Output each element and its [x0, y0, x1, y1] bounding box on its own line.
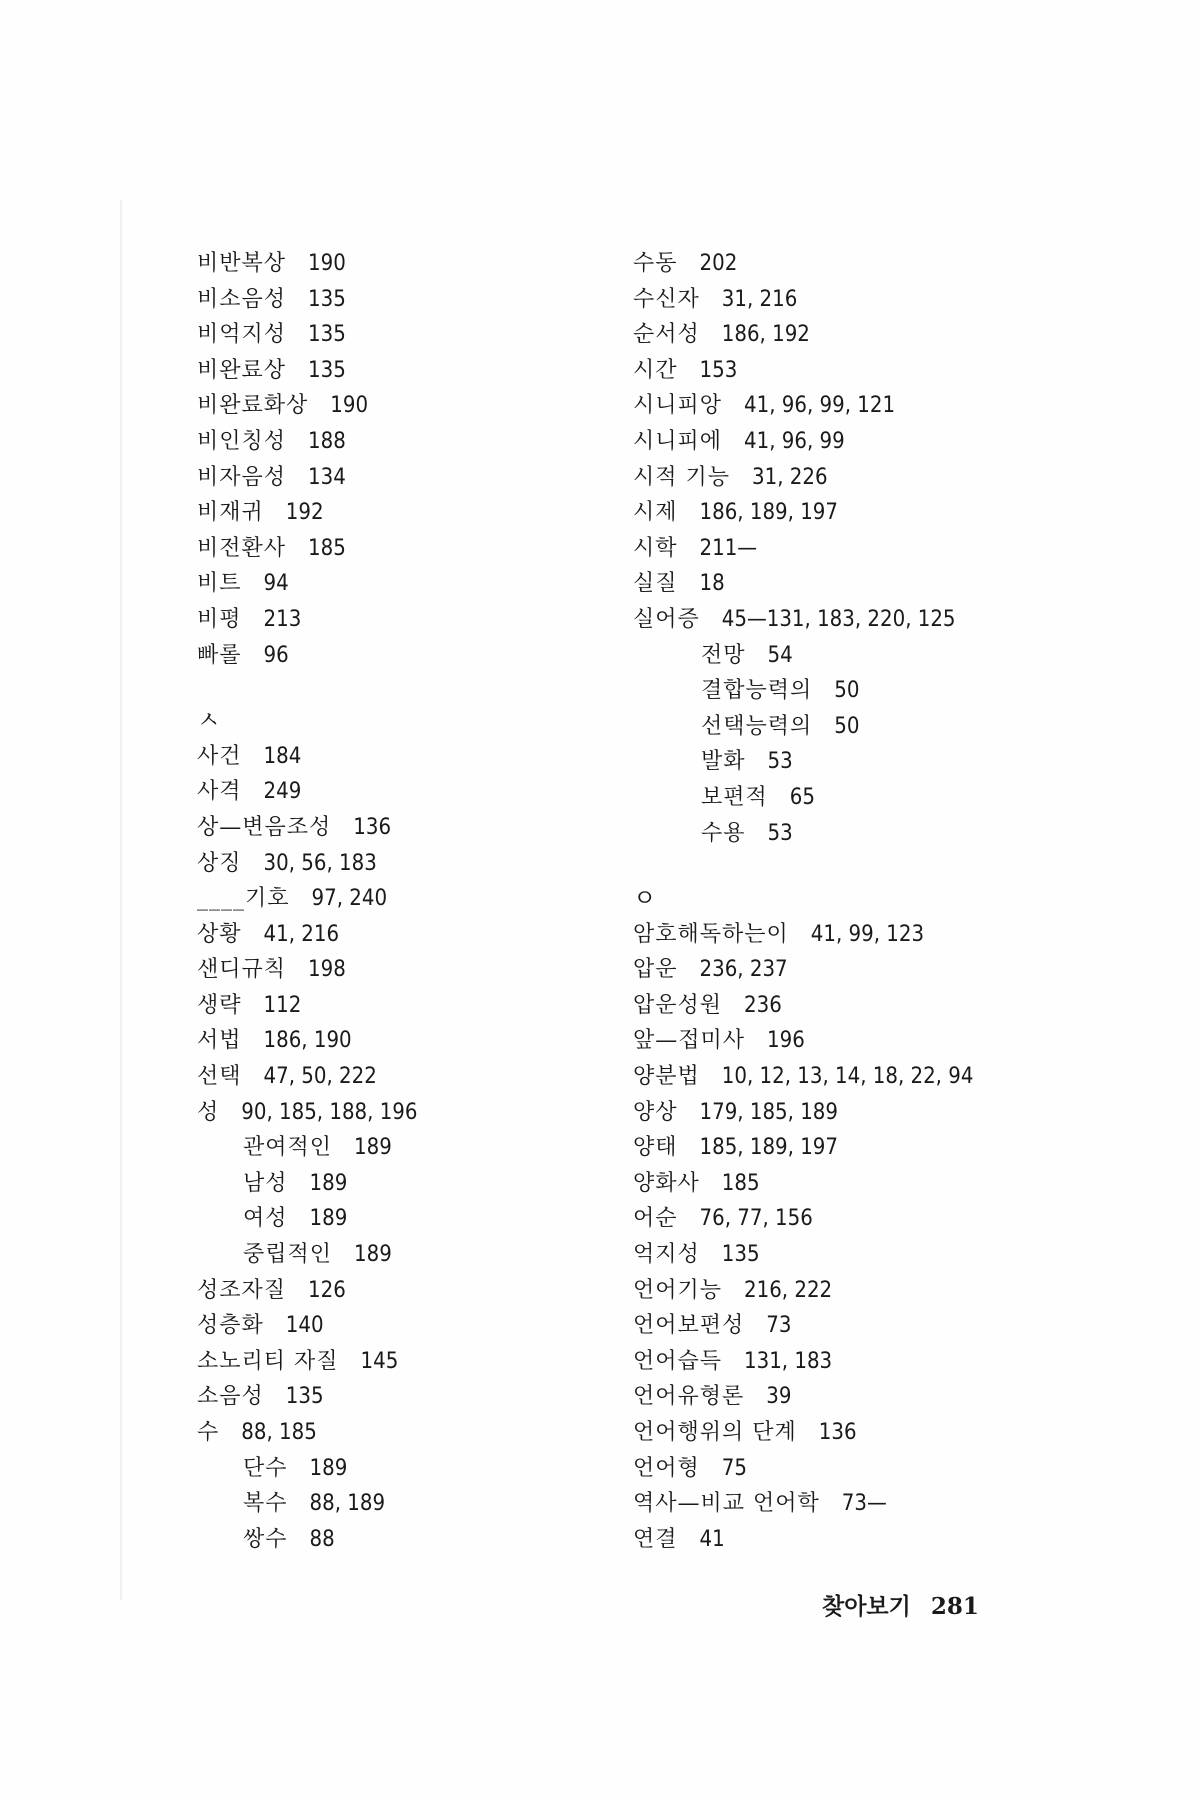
index-term: 사격	[197, 779, 242, 805]
page-number: 281	[930, 1593, 979, 1620]
index-entry	[197, 739, 617, 775]
index-pages: 41, 96, 99	[744, 428, 845, 454]
index-entry	[633, 388, 1073, 424]
index-subentry	[197, 1166, 617, 1202]
index-entry	[633, 1451, 1073, 1487]
index-entry	[197, 1059, 617, 1095]
index-entry	[197, 495, 617, 531]
index-pages: 41, 96, 99, 121	[744, 393, 896, 419]
index-term: 비완료화상	[197, 393, 309, 419]
index-entry	[633, 1201, 1073, 1237]
index-entry	[633, 353, 1073, 389]
index-term: 수용	[701, 820, 746, 846]
index-term: 중립적인	[243, 1242, 333, 1268]
index-term: 비억지성	[197, 322, 287, 348]
index-term: 비완료상	[197, 357, 287, 383]
index-term: 양상	[633, 1099, 678, 1125]
index-entry	[633, 424, 1073, 460]
index-entry	[197, 317, 617, 353]
index-entry	[633, 917, 1073, 953]
index-term: 샌디규칙	[197, 957, 287, 983]
index-term: 소노리티 자질	[197, 1348, 339, 1374]
index-pages: 236	[744, 992, 782, 1018]
index-pages: 10, 12, 13, 14, 18, 22, 94	[721, 1064, 974, 1090]
index-entry	[197, 988, 617, 1024]
index-subentry	[197, 1486, 617, 1522]
index-term: 전망	[701, 642, 746, 668]
index-term: 관여적인	[243, 1135, 333, 1161]
index-term: 순서성	[633, 322, 700, 348]
index-pages: 54	[767, 642, 793, 668]
index-pages: 31, 226	[752, 464, 828, 490]
index-entry	[633, 988, 1073, 1024]
index-pages: 45—131, 183, 220, 125	[721, 606, 956, 632]
index-entry	[633, 1059, 1073, 1095]
index-pages: 202	[699, 251, 738, 276]
index-pages: 126	[308, 1277, 346, 1303]
index-term: 수	[197, 1420, 220, 1445]
index-term: 억지성	[633, 1242, 700, 1268]
index-pages: 112	[263, 992, 302, 1018]
group-gap	[197, 673, 617, 703]
index-entry	[633, 1130, 1073, 1166]
index-entry	[197, 1273, 617, 1309]
index-entry	[197, 353, 617, 389]
index-entry	[197, 1095, 617, 1131]
index-term: 비소음성	[197, 286, 287, 312]
index-term: 역사—비교 언어학	[633, 1491, 820, 1517]
index-term: 어순	[633, 1206, 678, 1232]
index-term: 시제	[633, 500, 678, 526]
index-entry	[633, 1095, 1073, 1131]
index-group-s	[197, 739, 617, 1558]
index-term: 언어습득	[633, 1348, 723, 1374]
index-pages: 185	[308, 535, 346, 561]
index-pages: 192	[285, 500, 324, 526]
index-entry	[197, 1308, 617, 1344]
index-subentry	[633, 673, 1073, 709]
index-entry	[633, 1522, 1073, 1558]
index-pages: 189	[309, 1455, 348, 1481]
index-pages: 131, 183	[744, 1348, 833, 1374]
index-entry	[633, 1486, 1073, 1522]
index-term: 단수	[243, 1455, 288, 1481]
index-pages: 94	[263, 571, 289, 597]
index-term: 상황	[197, 921, 242, 947]
index-subentry	[197, 1451, 617, 1487]
index-subentry	[197, 1522, 617, 1558]
index-term: 비재귀	[197, 500, 264, 526]
index-term: 빠롤	[197, 642, 242, 668]
section-heading-siot: ㅅ	[197, 706, 221, 735]
index-term: 암호해독하는이	[633, 921, 789, 947]
index-entry	[633, 1379, 1073, 1415]
index-pages: 135	[308, 357, 346, 383]
index-entry	[197, 246, 617, 282]
index-pages: 185	[721, 1170, 760, 1196]
index-term: 시간	[633, 357, 678, 383]
index-pages: 39	[766, 1384, 792, 1410]
index-entry	[633, 282, 1073, 318]
index-term: 복수	[243, 1491, 288, 1517]
index-pages: 88, 185	[241, 1420, 317, 1445]
index-term: 상징	[197, 850, 242, 876]
index-term: 생략	[197, 992, 242, 1018]
footer-label: 찾아보기	[822, 1593, 911, 1620]
index-term: 시니피앙	[633, 393, 723, 419]
index-term: 상—변음조성	[197, 814, 332, 840]
index-term: 서법	[197, 1028, 242, 1054]
index-pages: 186, 189, 197	[699, 500, 838, 526]
index-pages: 90, 185, 188, 196	[241, 1099, 418, 1125]
index-term: 수동	[633, 251, 678, 276]
index-pages: 135	[308, 286, 346, 312]
index-subentry	[197, 1130, 617, 1166]
index-term: 실어증	[633, 606, 700, 632]
index-pages: 216, 222	[744, 1277, 833, 1303]
index-pages: 179, 185, 189	[699, 1099, 838, 1125]
index-pages: 134	[308, 464, 346, 490]
index-pages: 18	[699, 571, 725, 597]
index-pages: 47, 50, 222	[263, 1064, 377, 1090]
index-term: 비반복상	[197, 251, 287, 276]
index-group-b	[197, 246, 617, 673]
index-term: 비전환사	[197, 535, 287, 561]
index-entry	[633, 1308, 1073, 1344]
index-term: 시적 기능	[633, 464, 731, 490]
index-subentry	[633, 638, 1073, 674]
index-pages: 53	[767, 749, 793, 775]
index-pages: 153	[699, 357, 738, 383]
index-column-left	[197, 246, 617, 1557]
index-term: 압운성원	[633, 992, 723, 1018]
index-pages: 189	[354, 1135, 392, 1161]
index-term: 결합능력의	[701, 678, 813, 704]
index-entry	[197, 566, 617, 602]
index-entry	[197, 1023, 617, 1059]
index-term: ____기호	[197, 886, 290, 912]
index-term: 언어기능	[633, 1277, 723, 1303]
index-entry	[633, 566, 1073, 602]
index-pages: 136	[353, 814, 392, 840]
index-entry	[633, 317, 1073, 353]
index-pages: 185, 189, 197	[699, 1135, 838, 1161]
index-term: 선택능력의	[701, 713, 813, 739]
index-term: 선택	[197, 1064, 242, 1090]
index-subentry	[633, 780, 1073, 816]
index-pages: 136	[818, 1420, 857, 1445]
index-term: 양분법	[633, 1064, 700, 1090]
index-entry	[633, 1237, 1073, 1273]
index-term: 연결	[633, 1526, 678, 1552]
index-pages: 41, 216	[263, 921, 340, 947]
index-term: 압운	[633, 957, 678, 983]
index-term: 성	[197, 1099, 220, 1125]
index-term: 성조자질	[197, 1277, 287, 1303]
index-pages: 88	[309, 1526, 335, 1552]
index-term: 양태	[633, 1135, 678, 1161]
index-term: 사건	[197, 743, 242, 769]
index-group-s-cont	[633, 246, 1073, 851]
index-term: 비인칭성	[197, 428, 287, 454]
index-term: 쌍수	[243, 1526, 288, 1552]
index-entry	[197, 952, 617, 988]
page-edge-shadow	[120, 200, 122, 1600]
index-pages: 145	[360, 1348, 399, 1374]
index-entry	[197, 810, 617, 846]
index-entry	[197, 1379, 617, 1415]
index-entry	[197, 282, 617, 318]
index-pages: 189	[309, 1170, 348, 1196]
index-entry	[633, 602, 1073, 638]
index-entry	[633, 1344, 1073, 1380]
index-pages: 41	[699, 1526, 725, 1552]
index-pages: 76, 77, 156	[699, 1206, 813, 1232]
index-group-ieung	[633, 917, 1073, 1558]
index-term: 언어유형론	[633, 1384, 745, 1410]
index-term: 비트	[197, 571, 242, 597]
index-pages: 189	[354, 1242, 392, 1268]
index-term: 비자음성	[197, 464, 287, 490]
index-term: 발화	[701, 749, 746, 775]
index-subentry	[197, 1237, 617, 1273]
index-term: 여성	[243, 1206, 288, 1232]
index-entry	[197, 531, 617, 567]
index-pages: 184	[263, 743, 302, 769]
index-pages: 211—	[699, 535, 758, 561]
index-pages: 65	[789, 784, 815, 810]
index-term: 보편적	[701, 784, 768, 810]
index-pages: 31, 216	[721, 286, 798, 312]
index-subentry	[633, 744, 1073, 780]
index-pages: 196	[767, 1028, 805, 1054]
index-term: 언어형	[633, 1455, 700, 1481]
index-entry	[197, 638, 617, 674]
index-entry	[633, 531, 1073, 567]
index-term: 성층화	[197, 1313, 264, 1339]
index-entry	[197, 846, 617, 882]
index-term: 앞—접미사	[633, 1028, 746, 1054]
index-pages: 188	[308, 428, 346, 454]
index-pages: 189	[309, 1206, 348, 1232]
index-term: 언어보편성	[633, 1313, 745, 1339]
index-entry	[197, 460, 617, 496]
index-pages: 50	[834, 678, 860, 704]
index-entry	[633, 495, 1073, 531]
index-pages: 41, 99, 123	[810, 921, 925, 947]
index-term: 시니피에	[633, 428, 723, 454]
index-pages: 198	[308, 957, 346, 983]
index-entry	[197, 424, 617, 460]
index-entry	[197, 1344, 617, 1380]
index-pages: 186, 192	[721, 322, 810, 348]
index-pages: 186, 190	[263, 1028, 352, 1054]
index-pages: 190	[308, 251, 346, 276]
index-entry	[197, 388, 617, 424]
index-pages: 30, 56, 183	[263, 850, 377, 876]
index-pages: 135	[285, 1384, 324, 1410]
index-subentry	[197, 1201, 617, 1237]
index-term: 비평	[197, 606, 242, 632]
index-pages: 75	[721, 1455, 747, 1481]
index-term: 양화사	[633, 1170, 700, 1196]
index-entry	[633, 1166, 1073, 1202]
index-entry	[633, 952, 1073, 988]
index-entry	[197, 1415, 617, 1451]
index-entry	[633, 1273, 1073, 1309]
index-subentry	[633, 709, 1073, 745]
index-pages: 135	[308, 322, 346, 348]
index-entry	[197, 602, 617, 638]
index-pages: 190	[330, 393, 369, 419]
index-pages: 236, 237	[699, 957, 788, 983]
index-pages: 50	[834, 713, 860, 739]
index-pages: 96	[263, 642, 289, 668]
index-pages: 213	[263, 606, 302, 632]
index-term: 실질	[633, 571, 678, 597]
index-pages: 88, 189	[309, 1491, 386, 1517]
index-pages: 73	[766, 1313, 792, 1339]
index-entry	[633, 460, 1073, 496]
index-entry	[197, 917, 617, 953]
index-subentry	[633, 816, 1073, 852]
index-entry	[197, 881, 617, 917]
index-entry	[197, 774, 617, 810]
index-column-right	[633, 246, 1073, 1557]
index-term: 남성	[243, 1170, 288, 1196]
group-gap	[633, 851, 1073, 881]
index-entry	[633, 1023, 1073, 1059]
index-pages: 73—	[841, 1491, 887, 1517]
index-pages: 135	[721, 1242, 760, 1268]
index-entry	[633, 246, 1073, 282]
index-term: 언어행위의 단계	[633, 1420, 797, 1445]
index-pages: 97, 240	[311, 886, 388, 912]
index-pages: 53	[767, 820, 793, 846]
index-term: 소음성	[197, 1384, 264, 1410]
index-pages: 140	[285, 1313, 324, 1339]
index-entry	[633, 1415, 1073, 1451]
page-footer	[822, 1588, 979, 1621]
index-term: 시학	[633, 535, 678, 561]
index-term: 수신자	[633, 286, 700, 312]
section-heading-ieung: ㅇ	[633, 884, 657, 913]
index-pages: 249	[263, 779, 302, 805]
